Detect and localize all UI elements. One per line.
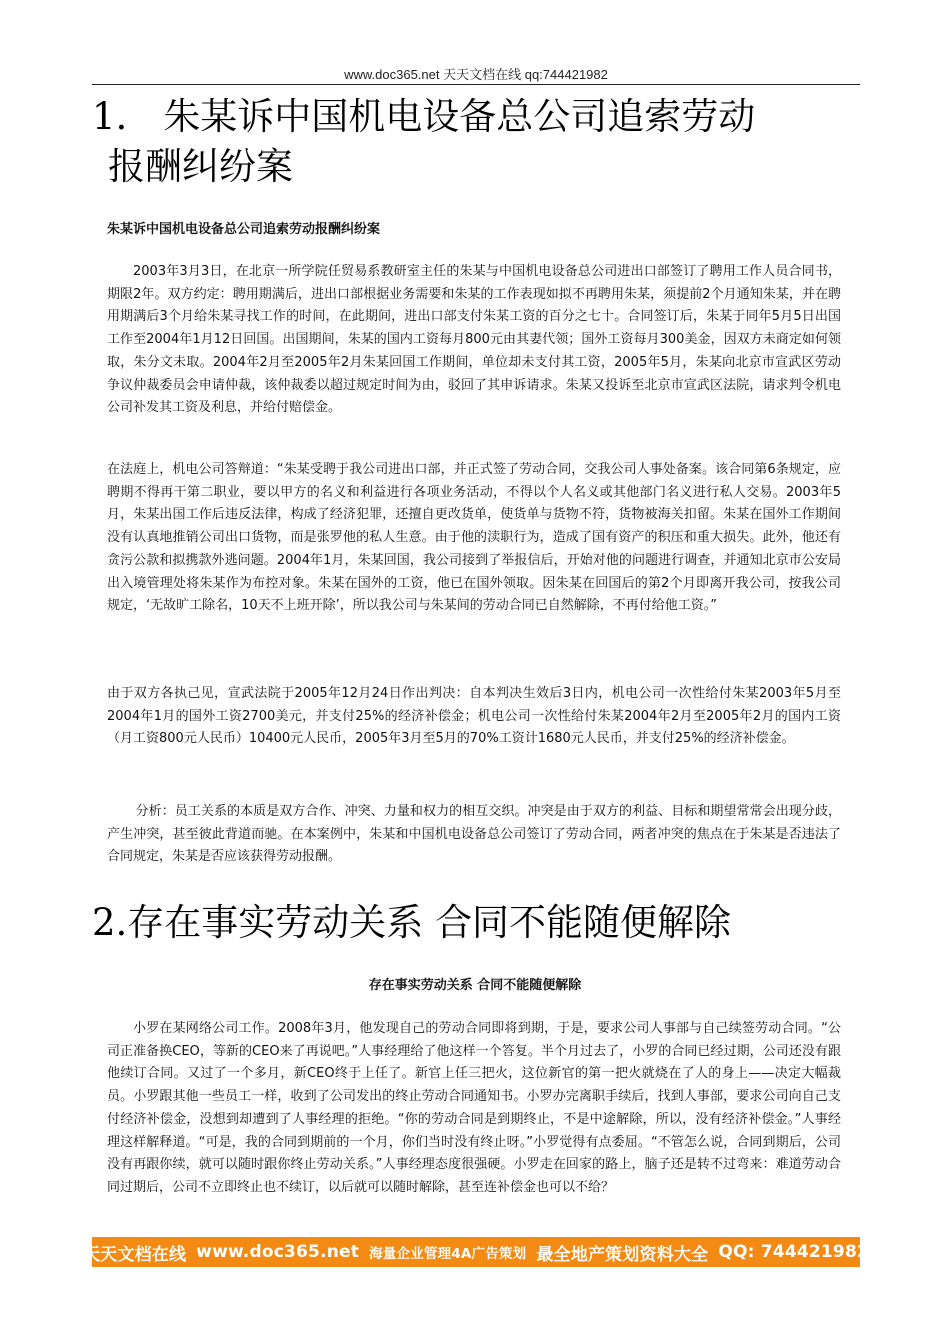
section2-heading: 2.存在事实劳动关系 合同不能随便解除 bbox=[92, 901, 732, 944]
section1-paragraph-1: 2003年3月3日，在北京一所学院任贸易系教研室主任的朱某与中国机电设备总公司进出口部签订了聘用工作人员合同书，期限2年。双方约定：聘用期满后，进出口部根据业务需要和朱某的工作表现如拟不再聘用朱某，须提前2个月通知朱某，并在聘用期满后3个月给朱某寻找工作的时间，在此期间，进出口部支付朱某工资的百分之七十。合同签订后，朱某于同年5月5日出国工作至2004年1月12日回国。出国期间，朱某的国内工资每月800元由其妻代领；国外工资每月300美金，因双方未商定如何领取，朱分文未取。2004年2月至2005年2月朱某回国工作期间，单位却未支付其工资，2005年5月，朱某向北京市宣武区劳动争议仲裁委员会申请仲裁，该仲裁委以超过规定时间为由，驳回了其申诉请求。朱某又投诉至北京市宣武区法院，请求判令机电公司补发其工资及利息，并给付赔偿金。 bbox=[107, 264, 841, 416]
section1-title-line2: 报酬纠纷案 bbox=[108, 145, 293, 188]
section1-title-line1: 朱某诉中国机电设备总公司追索劳动 bbox=[163, 95, 756, 138]
footer-ad-banner[interactable] bbox=[82, 1237, 870, 1267]
page-header: www.doc365.net 天天文档在线 qq:744421982 bbox=[344, 67, 608, 82]
footer-brand: 天天文档在线 bbox=[82, 1244, 187, 1265]
footer-qq: QQ: 744421982 bbox=[718, 1242, 870, 1262]
section2-subtitle: 存在事实劳动关系 合同不能随便解除 bbox=[368, 978, 582, 993]
section1-paragraph-2: 在法庭上，机电公司答辩道：“朱某受聘于我公司进出口部，并正式签了劳动合同，交我公司人事处备案。该合同第6条规定，应聘期不得再干第二职业，要以甲方的名义和利益进行各项业务活动，不得以个人名义或其他部门名义进行私人交易。2003年5月，朱某出国工作后违反法律，构成了经济犯罪，还擅自更改货单，使货单与货物不符，货物被海关扣留。朱某在国外工作期间没有认真地推销公司出口货物，而是张罗他的私人生意。由于他的渎职行为，造成了国有资产的积压和重大损失。此外，他还有贪污公款和拟携款外逃问题。2004年1月，朱某回国，我公司接到了举报信后，开始对他的问题进行调查，并通知北京市公安局出入境管理处将朱某作为布控对象。朱某在国外的工资，他已在国外领取。因朱某在回国后的第2个月即离开我公司，按我公司规定，‘无故旷工除名，10天不上班开除’，所以我公司与朱某间的劳动合同已自然解除，不再付给他工资。” bbox=[107, 462, 841, 614]
section1-heading bbox=[92, 92, 755, 142]
header-rule bbox=[92, 84, 860, 85]
footer-slogan-2: 最全地产策划资料大全 bbox=[536, 1244, 709, 1265]
section1-number: 1. bbox=[92, 95, 128, 138]
section1-paragraph-4: 分析：员工关系的本质是双方合作、冲突、力量和权力的相互交织。冲突是由于双方的利益、目标和期望常常会出现分歧，产生冲突，甚至彼此背道而驰。在本案例中，朱某和中国机电设备总公司签订了劳动合同，两者冲突的焦点在于朱某是否违法了合同规定，朱某是否应该获得劳动报酬。 bbox=[107, 804, 841, 865]
footer-slogan-1: 海量企业管理4A广告策划 bbox=[369, 1246, 527, 1262]
section1-subtitle: 朱某诉中国机电设备总公司追索劳动报酬纠纷案 bbox=[107, 222, 381, 237]
section1-paragraph-3: 由于双方各执己见，宣武法院于2005年12月24日作出判决：自本判决生效后3日内，机电公司一次性给付朱某2003年5月至2004年1月的国外工资2700美元，并支付25%的经济补偿金；机电公司一次性给付朱某2004年2月至2005年2月的国内工资（月工资800元人民币）10400元人民币，2005年3月至5月的70%工资计1680元人民币，并支付25%的经济补偿金。 bbox=[107, 686, 841, 747]
section2-paragraph: 小罗在某网络公司工作。2008年3月，他发现自己的劳动合同即将到期，于是，要求公司人事部与自己续签劳动合同。“公司正准备换CEO，等新的CEO来了再说吧。”人事经理给了他这样一个答复。半个月过去了，小罗的合同已经过期，公司还没有跟他续订合同。又过了一个多月，新CEO终于上任了。新官上任三把火，这位新官的第一把火就烧在了人的身上——决定大幅裁员。小罗跟其他一些员工一样，收到了公司发出的终止劳动合同通知书。小罗办完离职手续后，找到人事部，要求公司向自己支付经济补偿金，没想到却遭到了人事经理的拒绝。“你的劳动合同是到期终止，不是中途解除，所以，没有经济补偿金。”人事经理这样解释道。“可是，我的合同到期前的一个月，你们当时没有终止呀。”小罗觉得有点委屈。“不管怎么说，合同到期后，公司没有再跟你续，就可以随时跟你终止劳动关系。”人事经理态度很强硬。小罗走在回家的路上，脑子还是转不过弯来：难道劳动合同过期后，公司不立即终止也不续订，以后就可以随时解除，甚至连补偿金也可以不给？ bbox=[107, 1021, 841, 1195]
footer-url: www.doc365.net bbox=[196, 1242, 360, 1262]
